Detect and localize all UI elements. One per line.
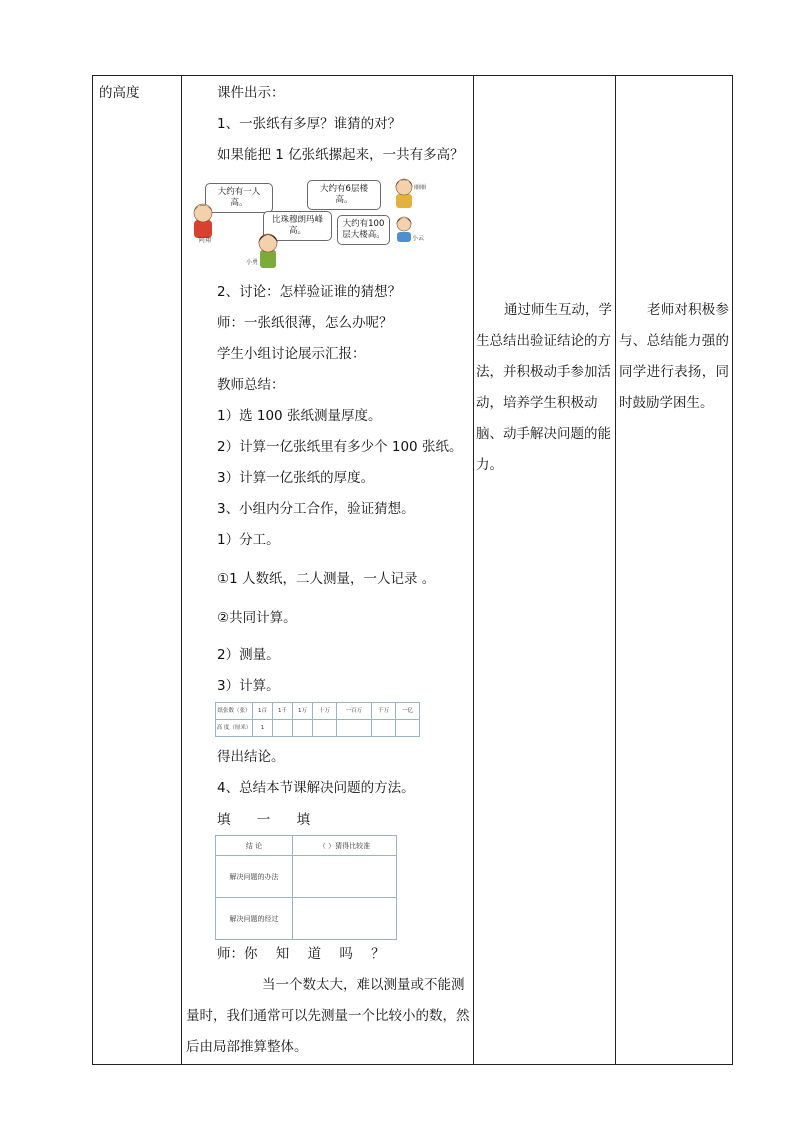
line-cooperate: 3、小组内分工合作，验证猜想。	[217, 501, 415, 517]
line-measure: 2）测量。	[217, 647, 280, 663]
line-courseware: 课件出示：	[217, 85, 285, 101]
kids-drawing	[188, 175, 408, 275]
fill-cell-empty	[293, 856, 397, 898]
measure-row-cell	[272, 720, 292, 737]
speech-bubble-4: 大约有100层大楼高。	[337, 215, 390, 245]
fill-row-process: 解决问题的经过	[216, 898, 293, 940]
speech-bubble-3: 比珠穆朗玛峰高。	[263, 211, 332, 241]
line-did-you-know: 师：你 知 道 吗 ？	[217, 946, 385, 962]
kid-name-4: 小云	[412, 235, 425, 242]
line-assign: 1）分工。	[217, 532, 280, 548]
line-step-2: 2）计算一亿张纸里有多少个 100 张纸。	[217, 439, 463, 455]
measure-header-cell: 1百	[253, 703, 273, 720]
measure-table	[215, 702, 420, 737]
line-compute-together: ②共同计算。	[217, 610, 297, 626]
measure-header-cell: 1千	[272, 703, 292, 720]
fill-header-guess: （ ）猜得比较准	[293, 836, 397, 856]
kid-name-1: 丽丽	[414, 184, 427, 191]
girl-middle-figure	[258, 234, 278, 268]
column-divider	[615, 76, 616, 1064]
line-question-stack: 如果能把 1 亿张纸摞起来，一共有多高？	[217, 147, 464, 163]
line-summary-method: 4、总结本节课解决问题的方法。	[217, 780, 415, 796]
line-question-1: 1、一张纸有多厚？谁猜的对？	[217, 116, 402, 132]
knowledge-paragraph: 当一个数太大，难以测量或不能测量时，我们通常可以先测量一个比较小的数，然后由局部推算整体。	[186, 977, 470, 1055]
speech-bubble-2: 大约有6层楼高。	[307, 180, 381, 210]
measure-row-cell	[395, 720, 419, 737]
topic-label: 的高度	[99, 85, 140, 101]
line-step-1: 1）选 100 张纸测量厚度。	[217, 408, 382, 424]
measure-row-cell	[336, 720, 371, 737]
line-discuss: 2、讨论：怎样验证谁的猜想？	[217, 284, 402, 300]
measure-row-cell	[371, 720, 395, 737]
line-teacher-q: 师：一张纸很薄，怎么办呢？	[217, 315, 393, 331]
measure-row-cell: 1	[253, 720, 273, 737]
column-divider	[473, 76, 474, 1064]
measure-row-cell	[312, 720, 336, 737]
fill-row-method: 解决问题的办法	[216, 856, 293, 898]
kids-drawing-right	[390, 172, 420, 242]
column-divider	[181, 76, 182, 1064]
fill-header-conclusion: 结 论	[216, 836, 293, 856]
measure-row-cell	[292, 720, 312, 737]
boy-left-figure	[194, 204, 212, 238]
kid-name-3: 小勇	[246, 259, 259, 266]
line-step-3: 3）计算一亿张纸的厚度。	[217, 470, 375, 486]
line-conclusion: 得出结论。	[217, 749, 285, 765]
fill-cell-empty	[293, 898, 397, 940]
kid-name-2: 阿翔	[199, 237, 212, 244]
line-calc: 3）计算。	[217, 678, 280, 694]
speech-bubble-1: 大约有一人高。	[205, 183, 273, 213]
line-group-report: 学生小组讨论展示汇报：	[217, 346, 366, 362]
measure-row-cell: 高 度（厘米）	[216, 720, 253, 737]
measure-header-cell: 一亿	[395, 703, 419, 720]
measure-header-cell: 1万	[292, 703, 312, 720]
measure-header-cell: 千万	[371, 703, 395, 720]
design-intent-text: 通过师生互动，学生总结出验证结论的方法，并积极动手参加活动，培养学生积极动脑、动手解决问题的能力。	[476, 302, 612, 473]
measure-header-cell: 一百万	[336, 703, 371, 720]
line-fill-in: 填 一 填	[217, 812, 311, 828]
measure-header-cell: 纸张数（张）	[216, 703, 253, 720]
evaluation-text: 老师对积极参与、总结能力强的同学进行表扬，同时鼓励学困生。	[619, 302, 729, 411]
fill-table	[215, 835, 397, 940]
line-assign-detail: ①1 人数纸，二人测量，一人记录 。	[217, 571, 436, 587]
measure-header-cell: 十万	[312, 703, 336, 720]
line-teacher-summary: 教师总结：	[217, 377, 285, 393]
